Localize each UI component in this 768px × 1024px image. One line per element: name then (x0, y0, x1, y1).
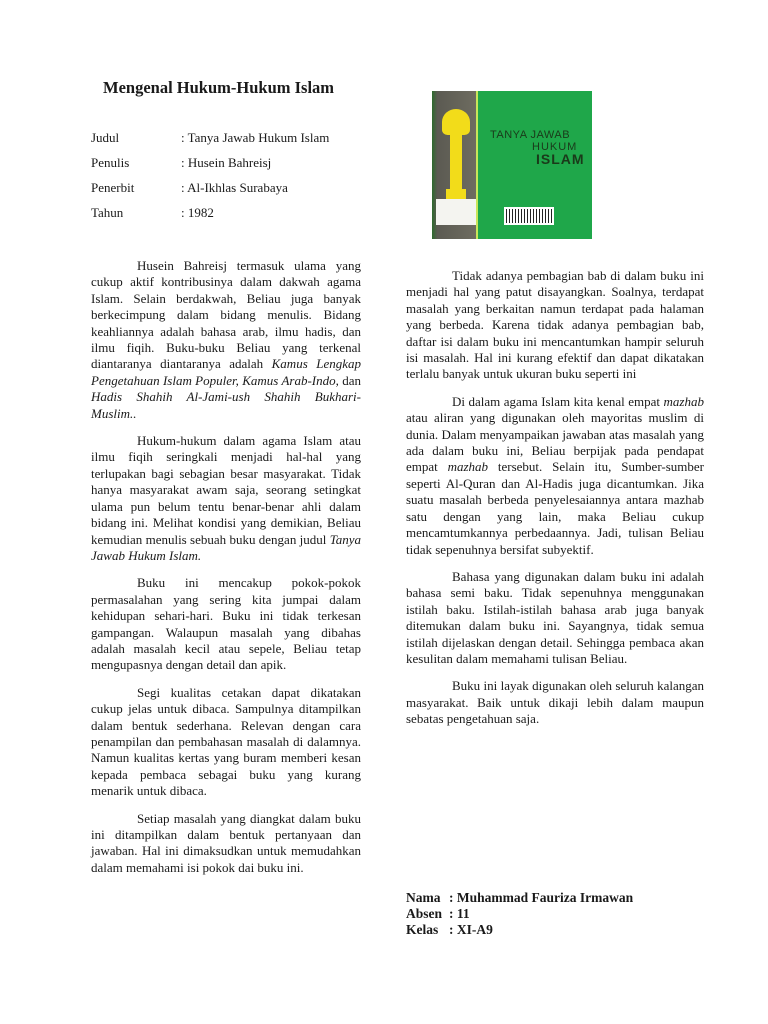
author-value: : Muhammad Fauriza Irmawan (449, 890, 634, 905)
right-column (406, 268, 704, 739)
paragraph-background (91, 433, 361, 564)
author-value: : XI-A9 (449, 922, 493, 937)
meta-key: Penulis (91, 155, 130, 170)
cover-title-line3: ISLAM (536, 151, 585, 167)
page-title: Mengenal Hukum-Hukum Islam (103, 78, 335, 97)
author-row-absen (406, 906, 633, 922)
text: tersebut. Selain itu, Sumber-sumber seperti Al-Quran dan Al-Hadis juga dicantumkan. Jika suatu masalah berbeda penyelesaiannya antara mazhab satu dengan yang lain, maka Beliau cukup mencamtumkannya perbedaannya. Jadi, tulisan Beliau tidak sepenuhnya bersifat subyektif. (406, 459, 704, 557)
italic-term: mazhab (447, 459, 489, 475)
italic-book-titles: Kamus Lengkap Pengetahuan Islam Populer, Kamus Arab-Indo, (91, 356, 362, 388)
meta-row-penerbit (91, 180, 329, 205)
paragraph-author-bio (91, 258, 361, 422)
paragraph-format: Setiap masalah yang diangkat dalam buku ini ditampilkan dalam bentuk pertanyaan dan jawaban. Hal ini dimaksudkan untuk memudahkan dalam memahami isi pokok dai buku ini. (91, 810, 361, 875)
text: dan (338, 372, 361, 388)
meta-value: : Tanya Jawab Hukum Islam (181, 130, 330, 145)
text: Hukum-hukum dalam agama Islam atau ilmu fiqih seringkali menjadi hal-hal yang terlupakan bagi sebagian besar masyarakat. Tidak hanya masyarakat awam saja, seorang setingkat ulama pun belum tentu benar-benar ahli dalam bidang ini. Melihat kondisi yang demikian, Beliau kemudian menulis sebuah buku dengan judul (91, 433, 361, 547)
meta-key: Judul (91, 130, 120, 145)
paragraph-content: Buku ini mencakup pokok-pokok permasalahan yang sering kita jumpai dalam kehidupan sehari-hari. Buku ini tidak terkesan gampangan. Walaupun masalah yang dibahas adalah masalah kecil atau sepele, Beliau tetap mengupasnya dengan detail dan apik. (91, 575, 361, 673)
paragraph-chapters: Tidak adanya pembagian bab di dalam buku ini menjadi hal yang patut disayangkan. Soalnya, terdapat masalah yang berkaitan namun terdapat pada halaman yang berbeda. Karena tidak adanya pembagian bab, daftar isi dalam buku ini mencantumkan hampir seluruh isi masalah. Hal ini kurang efektif dan dapat dikatakan terlalu banyak untuk ukuran buku seperti ini (406, 268, 704, 382)
meta-row-judul (91, 130, 329, 155)
cover-title-line1: TANYA JAWAB (490, 129, 571, 141)
text: Husein Bahreisj termasuk ulama yang cukup aktif kontribusinya dalam dakwah agama Islam. Selain berdakwah, Beliau juga banyak berkecimpung dalam bidang menulis. Bidang keahliannya adalah bahasa arab, ilmu hadis, dan ilmu fiqih. Buku-buku Beliau yang terkenal diantaranya diantaranya adalah (91, 258, 361, 372)
meta-row-tahun (91, 205, 329, 230)
paragraph-mazhab (406, 394, 704, 558)
left-column (91, 258, 361, 887)
paragraph-conclusion: Buku ini layak digunakan oleh seluruh kalangan masyarakat. Baik untuk dikaji lebih dalam maupun sebatas pengetahuan saja. (406, 678, 704, 727)
author-key: Kelas (406, 922, 439, 937)
library-label (436, 199, 476, 225)
author-info (406, 890, 633, 938)
paragraph-language: Bahasa yang digunakan dalam buku ini adalah bahasa semi baku. Tidak sepenuhnya menggunakan istilah baku. Istilah-istilah bahasa arab juga banyak ditemukan dalam buku ini. Sayangnya, tidak semua istilah dijelaskan dengan detail. Sehingga pembaca akan kesulitan dalam memahami tulisan Beliau. (406, 568, 704, 666)
author-key: Nama (406, 890, 441, 905)
paragraph-print-quality: Segi kualitas cetakan dapat dikatakan cukup jelas untuk dibaca. Sampulnya ditampilkan dalam bentuk sederhana. Relevan dengan cara penampilan dan pembahasan masalah di dalamnya. Namun kualitas kertas yang buram memberi kesan kepada pembaca sebagai buku yang kurang menarik untuk dibaca. (91, 684, 361, 799)
minaret-body (450, 135, 462, 195)
italic-book-title: Tanya Jawab Hukum Islam. (91, 531, 361, 563)
book-metadata (91, 130, 329, 230)
meta-value: : 1982 (181, 205, 214, 220)
italic-book-title: Hadis Shahih Al-Jami-ush Shahih Bukhari-Muslim.. (91, 389, 361, 421)
book-cover-image (432, 91, 592, 239)
text: atau aliran yang digunakan oleh mayoritas muslim di dunia. Dalam menyampaikan jawaban atas masalah yang ada dalam buku ini, Beliau berpijak pada pendapat empat (406, 410, 704, 475)
author-value: : 11 (449, 906, 470, 921)
text: Di dalam agama Islam kita kenal empat (452, 393, 664, 409)
author-row-kelas (406, 922, 633, 938)
italic-term: mazhab (663, 393, 704, 409)
author-row-nama (406, 890, 633, 906)
meta-row-penulis (91, 155, 329, 180)
author-key: Absen (406, 906, 443, 921)
barcode-icon (504, 207, 554, 225)
meta-key: Tahun (91, 205, 124, 220)
cover-title-line2: HUKUM (532, 141, 578, 153)
meta-value: : Al-Ikhlas Surabaya (181, 180, 288, 195)
meta-value: : Husein Bahreisj (181, 155, 272, 170)
minaret-icon (442, 109, 470, 135)
meta-key: Penerbit (91, 180, 135, 195)
